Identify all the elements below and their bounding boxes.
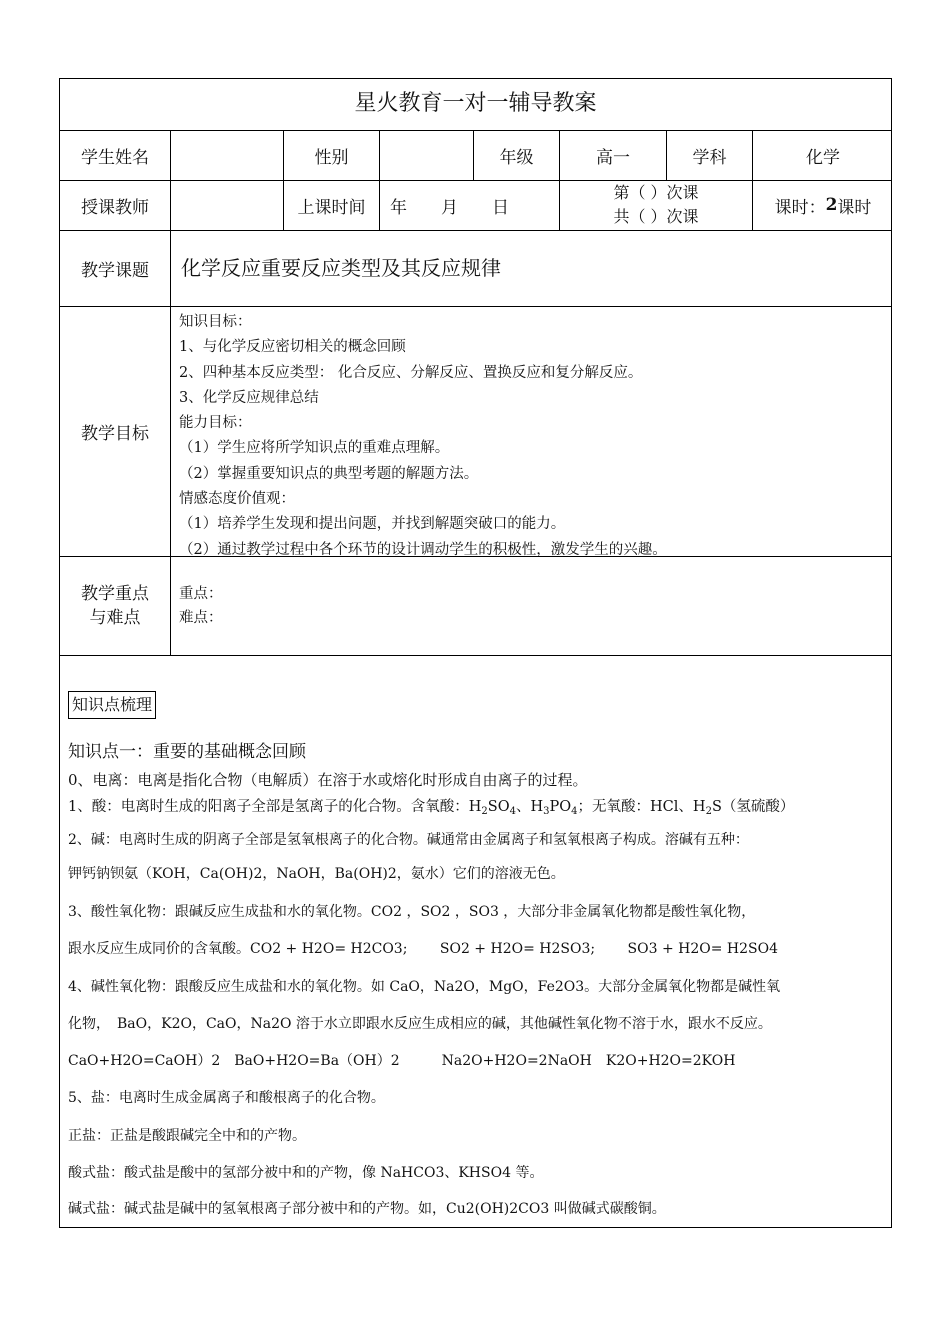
- key-points-label: [60, 556, 171, 655]
- objectives-list: [171, 306, 893, 556]
- subject-value: 化学: [806, 147, 840, 168]
- formula-sub: 4: [571, 806, 578, 817]
- section-heading: 知识点一：重要的基础概念回顾: [68, 742, 306, 762]
- objective-line: 3、化学反应规律总结: [179, 389, 319, 406]
- class-date-field[interactable]: 年 月 日: [380, 180, 560, 230]
- item-1: [68, 795, 883, 816]
- session-count: [560, 180, 753, 230]
- teacher-label: 授课教师: [60, 180, 171, 230]
- hours-label: 课时：: [774, 197, 826, 218]
- page-title: 星火教育一对一辅导教案: [60, 79, 891, 131]
- formula-part: H: [692, 799, 706, 815]
- session-total: 共（ ）次课: [613, 207, 699, 226]
- key-points-label-line2: 与难点: [89, 607, 141, 628]
- item-3-line-2: 跟水反应生成同价的含氧酸。CO2 + H2O= H2CO3; SO2 + H2O= H2SO3; SO3 + H2O= H2SO4: [68, 941, 778, 957]
- formula-sep: 、: [515, 799, 531, 815]
- formula-sub: 2: [705, 806, 712, 817]
- item-4-line-1: 4、碱性氧化物：跟酸反应生成盐和水的氧化物。如 CaO，Na2O，MgO，Fe2O3。大部分金属氧化物都是碱性氧: [68, 979, 781, 995]
- subject-label: 学科: [667, 130, 753, 180]
- topic-value: 化学反应重要反应类型及其反应规律: [181, 256, 501, 280]
- formula-part: SO: [487, 799, 510, 815]
- student-name-field[interactable]: [171, 130, 284, 180]
- class-time-label: 上课时间: [284, 180, 380, 230]
- item-1-text: 1、酸：电离时生成的阳离子全部是氢离子的化合物。含氧酸：: [68, 799, 469, 815]
- item-0: 0、电离：电离是指化合物（电解质）在溶于水或熔化时形成自由离子的过程。: [68, 771, 588, 789]
- objective-line: （2）掌握重要知识点的典型考题的解题方法。: [179, 465, 479, 482]
- topic-row: [60, 230, 891, 307]
- content-area: [60, 655, 891, 1227]
- item-2-line-2: 钾钙钠钡氨（KOH，Ca(OH)2，NaOH，Ba(OH)2，氨水）它们的溶液无色。: [68, 866, 565, 882]
- formula-sub: 3: [543, 806, 550, 817]
- gender-field[interactable]: [380, 130, 474, 180]
- formula-part: PO: [549, 799, 572, 815]
- teacher-field[interactable]: [171, 180, 284, 230]
- info-row-2: [60, 180, 891, 231]
- lesson-plan-table: [59, 78, 892, 1228]
- objective-line: 情感态度价值观：: [179, 491, 295, 508]
- hours-value: 2: [825, 195, 838, 215]
- formula-part: H: [530, 799, 544, 815]
- grade-value: 高一: [560, 130, 667, 180]
- objectives-label: 教学目标: [60, 306, 171, 556]
- gender-label: 性别: [284, 130, 380, 180]
- objective-line: 能力目标：: [179, 415, 252, 432]
- item-5: 5、盐：电离时生成金属离子和酸根离子的化合物。: [68, 1090, 385, 1106]
- objective-line: （2）通过教学过程中各个环节的设计调动学生的积极性，激发学生的兴趣。: [179, 541, 667, 558]
- objective-line: 2、四种基本反应类型： 化合反应、分解反应、置换反应和复分解反应。: [179, 364, 643, 381]
- basic-salt: 碱式盐：碱式盐是碱中的氢氧根离子部分被中和的产物。如，Cu2(OH)2CO3 叫做碱式碳酸铜。: [68, 1201, 666, 1217]
- formula-sub: 4: [509, 806, 516, 817]
- objective-line: （1）学生应将所学知识点的重难点理解。: [179, 440, 450, 457]
- objective-line: 知识目标：: [179, 314, 252, 330]
- grade-label: 年级: [474, 130, 560, 180]
- objectives-row: [60, 306, 891, 557]
- key-points-label-line1: 教学重点: [81, 583, 149, 604]
- topic-label: 教学课题: [60, 230, 171, 306]
- lesson-hours: [753, 180, 893, 230]
- objective-line: （1）培养学生发现和提出问题，并找到解题突破口的能力。: [179, 516, 566, 533]
- hours-unit: 课时: [837, 197, 872, 218]
- normal-salt: 正盐：正盐是酸跟碱完全中和的产物。: [68, 1128, 306, 1144]
- student-name-label: 学生姓名: [60, 130, 171, 180]
- info-row-1: [60, 130, 891, 181]
- item-2-line-1: 2、碱：电离时生成的阴离子全部是氢氧根离子的化合物。碱通常由金属离子和氢氧根离子构成。溶碱有五种：: [68, 832, 749, 848]
- session-nth: 第（ ）次课: [613, 183, 699, 202]
- objective-line: 1、与化学反应密切相关的概念回顾: [179, 339, 406, 356]
- key-points-row: [60, 556, 891, 656]
- item-3-line-1: 3、酸性氧化物：跟碱反应生成盐和水的氧化物。CO2 ，SO2 ，SO3 ，大部分非金属氧化物都是酸性氧化物，: [68, 904, 756, 920]
- formula-sub: 2: [481, 806, 488, 817]
- item-4-line-3: CaO+H2O=CaOH）2 BaO+H2O=Ba（OH）2 Na2O+H2O=2NaOH K2O+H2O=2KOH: [68, 1053, 736, 1069]
- formula-part: S（氢硫酸）: [711, 799, 795, 815]
- section-box: 知识点梳理: [68, 691, 156, 719]
- key-points-body: [171, 556, 893, 655]
- difficulty-field[interactable]: 难点：: [179, 609, 223, 626]
- formula-part: H: [468, 799, 482, 815]
- focus-field[interactable]: 重点：: [179, 585, 223, 602]
- acid-salt: 酸式盐：酸式盐是酸中的氢部分被中和的产物，像 NaHCO3、KHSO4 等。: [68, 1165, 544, 1181]
- item-4-line-2: 化物， BaO，K2O，CaO，Na2O 溶于水立即跟水反应生成相应的碱，其他碱性氧化物不溶于水，跟水不反应。: [68, 1016, 772, 1032]
- item-1-mid: ；无氧酸：HCl、: [577, 799, 693, 815]
